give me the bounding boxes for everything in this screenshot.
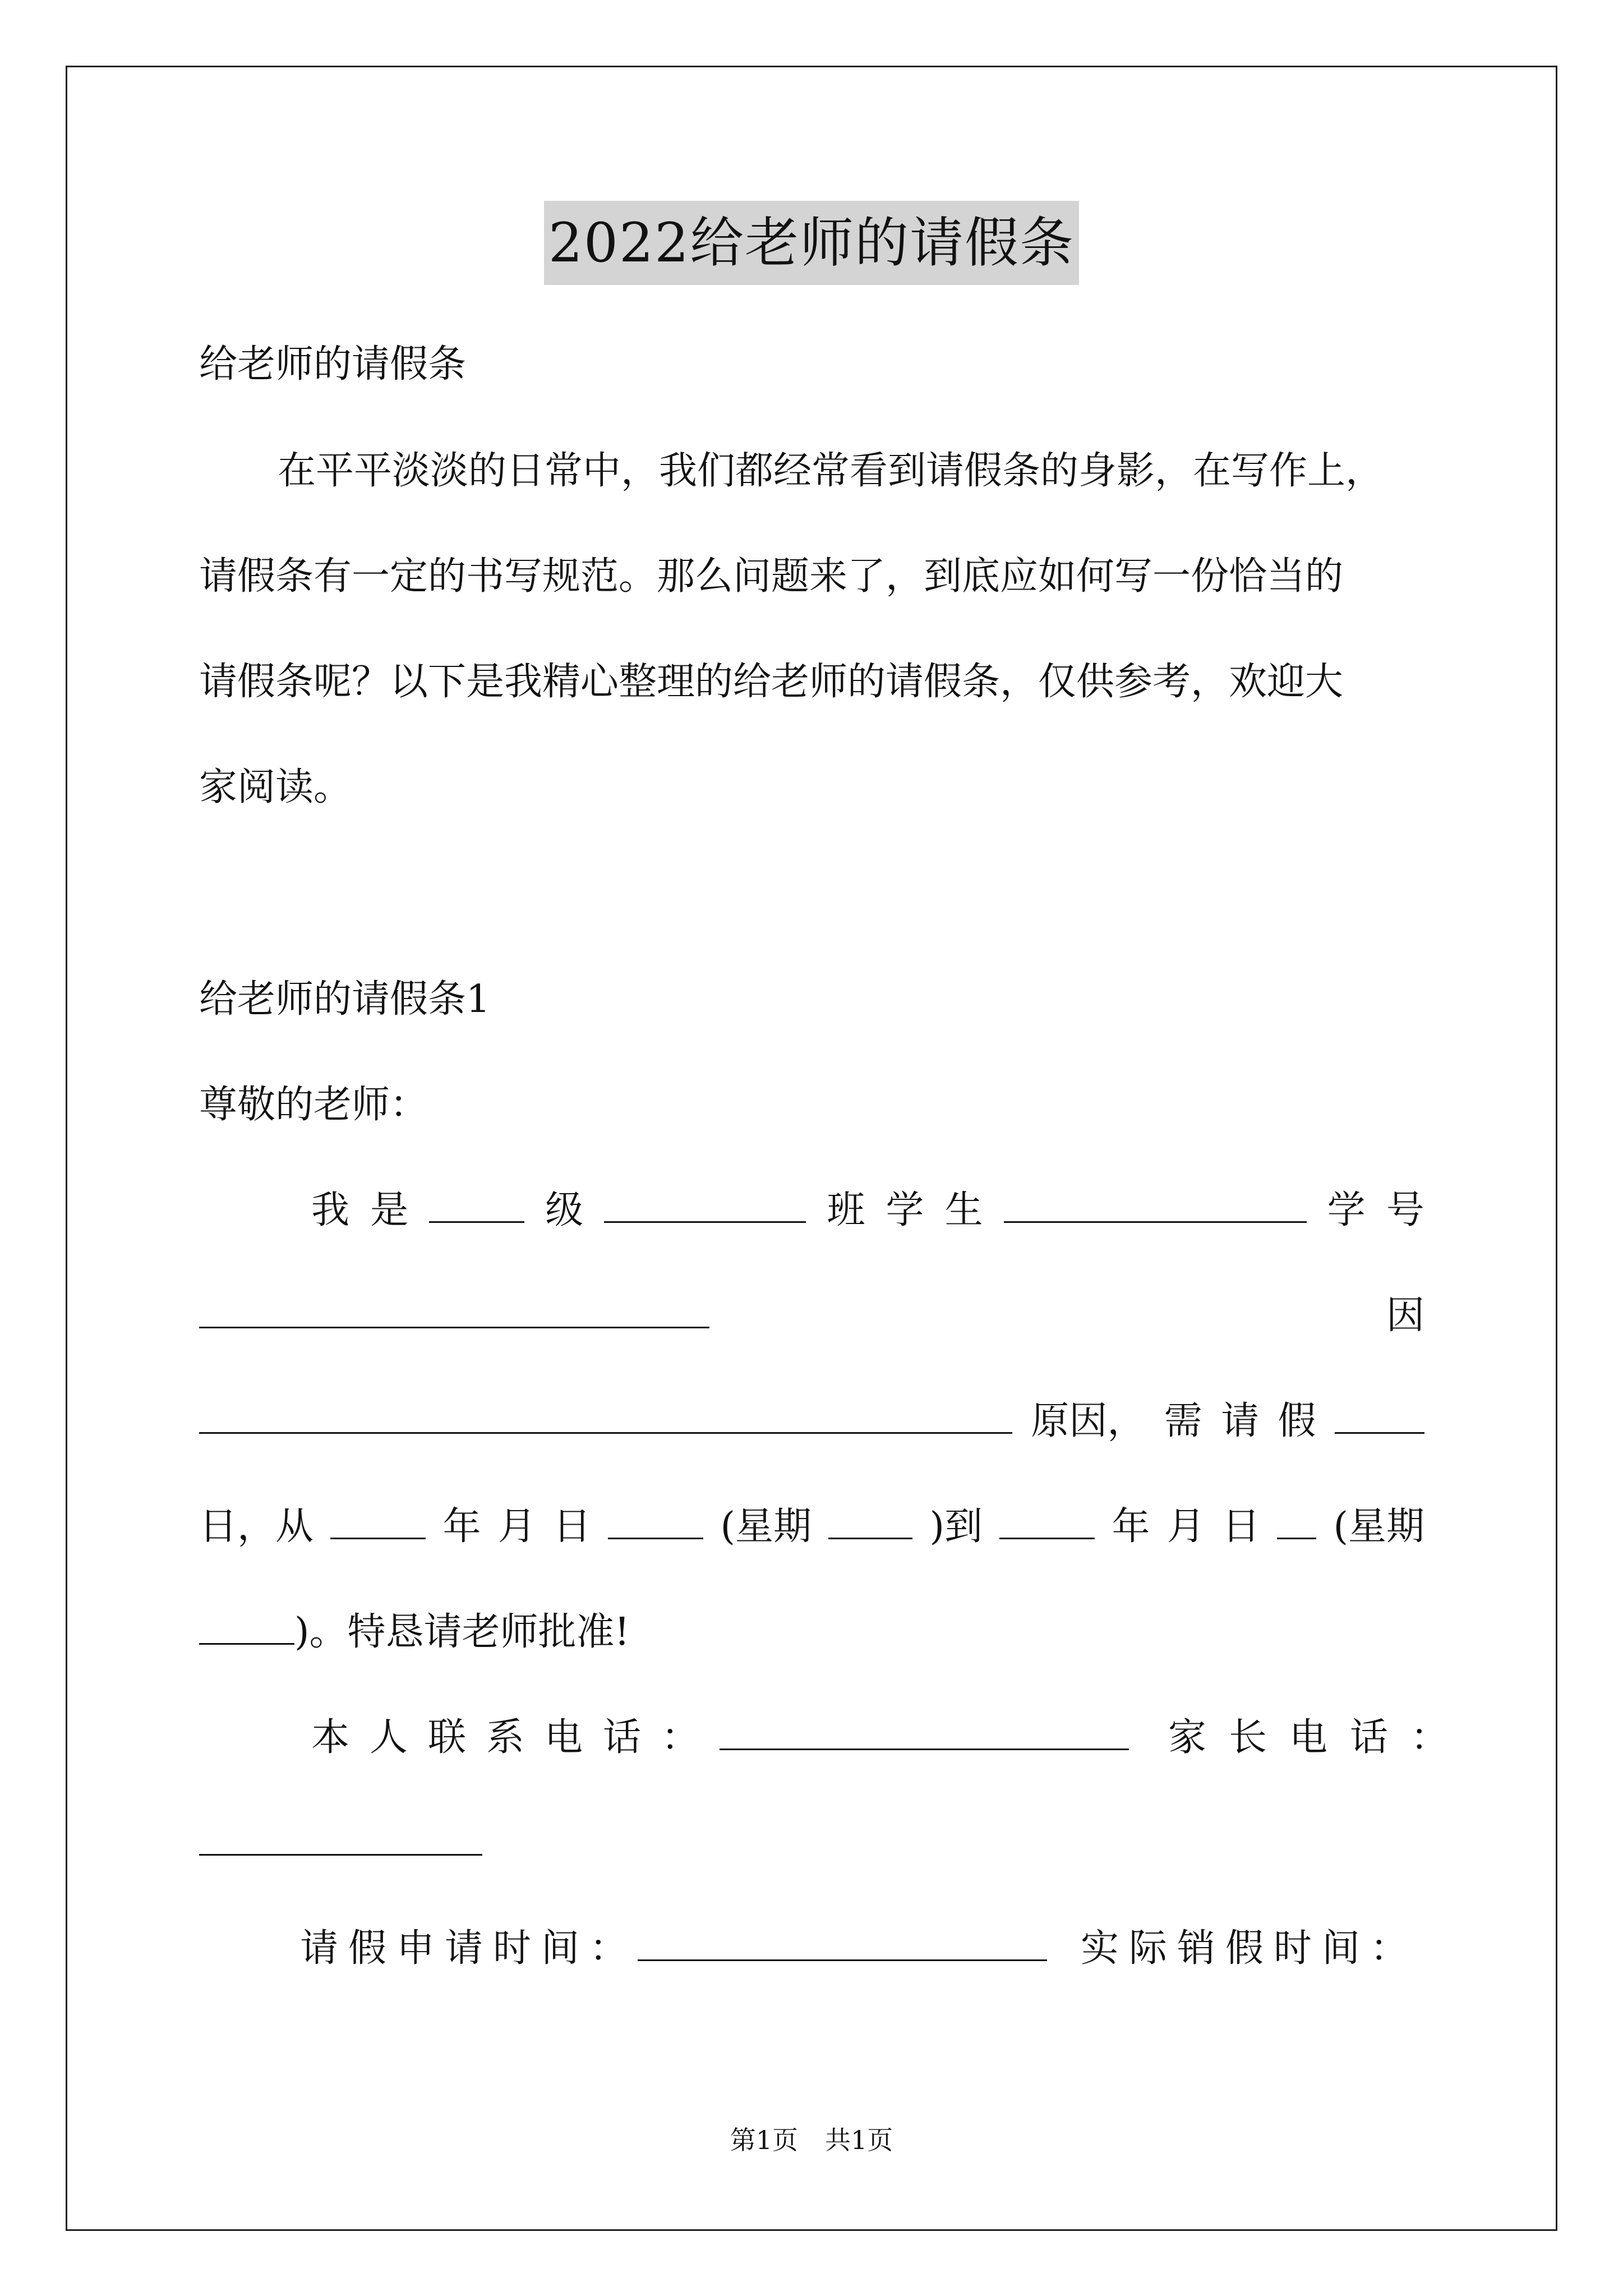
page-total: 共1页 xyxy=(825,2125,893,2155)
salutation: 尊敬的老师： xyxy=(199,1083,428,1127)
intro-line-1: 在平平淡淡的日常中，我们都经常看到请假条的身影，在写作上， xyxy=(278,449,1384,493)
grade-blank[interactable] xyxy=(429,1185,524,1223)
end-weekday-blank[interactable] xyxy=(199,1607,294,1645)
reason-blank[interactable] xyxy=(199,1396,1012,1434)
form-text: 原因， xyxy=(1031,1399,1146,1443)
end-year-blank[interactable] xyxy=(999,1501,1095,1539)
form-char: 生 xyxy=(944,1188,983,1232)
actual-time-label: 实际销假时间： xyxy=(1081,1926,1419,1971)
form-row-7 xyxy=(199,1815,1424,1871)
start-year-blank[interactable] xyxy=(330,1501,426,1539)
form-char: 班 xyxy=(827,1188,865,1232)
form-row-2 xyxy=(199,1288,1424,1344)
intro-line-2: 请假条有一定的书写规范。那么问题来了，到底应如何写一份恰当的 xyxy=(199,554,1344,599)
end-day-blank[interactable] xyxy=(1277,1501,1316,1539)
form-row-1 xyxy=(199,1182,1424,1239)
form-text: (星期 xyxy=(1333,1504,1424,1549)
apply-time-label: 请假申请时间： xyxy=(300,1926,638,1971)
intro-line-4: 家阅读。 xyxy=(199,765,352,809)
student-name-blank[interactable] xyxy=(1004,1185,1307,1223)
form-char: 日 xyxy=(552,1504,591,1549)
form-char: 学 xyxy=(886,1188,924,1232)
form-row-3 xyxy=(199,1393,1424,1450)
page-number: 第1页 xyxy=(730,2125,798,2155)
form-char: 需 xyxy=(1164,1399,1202,1443)
form-char: 请 xyxy=(1221,1399,1260,1443)
parent-phone-blank[interactable] xyxy=(199,1818,482,1856)
contact-phone-label: 本人联系电话： xyxy=(311,1715,720,1760)
form-char: 月 xyxy=(497,1504,536,1549)
parent-phone-label: 家长电话： xyxy=(1168,1715,1472,1760)
form-row-8 xyxy=(199,1921,1424,1977)
page-footer xyxy=(0,2123,1623,2157)
document-title: 2022给老师的请假条 xyxy=(544,201,1079,285)
class-blank[interactable] xyxy=(604,1185,806,1223)
contact-phone-blank[interactable] xyxy=(720,1712,1129,1750)
apply-time-blank[interactable] xyxy=(638,1923,1047,1961)
form-char: 月 xyxy=(1166,1504,1205,1549)
form-char: 学 xyxy=(1327,1188,1366,1232)
student-id-blank[interactable] xyxy=(199,1290,709,1328)
section-title: 给老师的请假条1 xyxy=(199,977,491,1022)
approval-request: )。特恳请老师批准! xyxy=(294,1610,630,1654)
start-day-blank[interactable] xyxy=(608,1501,703,1539)
form-row-4 xyxy=(199,1499,1424,1555)
form-text: (星期 xyxy=(720,1504,811,1549)
form-char: 级 xyxy=(545,1188,584,1232)
form-char: 是 xyxy=(370,1188,409,1232)
form-char: 年 xyxy=(442,1504,481,1549)
days-blank[interactable] xyxy=(1335,1396,1424,1434)
form-char: 号 xyxy=(1386,1188,1424,1232)
form-text: 日，从 xyxy=(199,1504,314,1549)
form-char: 因 xyxy=(1386,1294,1424,1338)
form-char: 我 xyxy=(311,1188,350,1232)
form-text: )到 xyxy=(929,1504,983,1549)
subtitle: 给老师的请假条 xyxy=(199,342,467,386)
start-weekday-blank[interactable] xyxy=(828,1501,912,1539)
title-area xyxy=(0,201,1623,285)
intro-line-3: 请假条呢？以下是我精心整理的给老师的请假条，仅供参考，欢迎大 xyxy=(199,660,1344,704)
form-char: 日 xyxy=(1221,1504,1260,1549)
form-char: 假 xyxy=(1278,1399,1316,1443)
form-char: 年 xyxy=(1112,1504,1150,1549)
form-row-5 xyxy=(199,1604,1424,1660)
form-row-6 xyxy=(199,1710,1472,1766)
